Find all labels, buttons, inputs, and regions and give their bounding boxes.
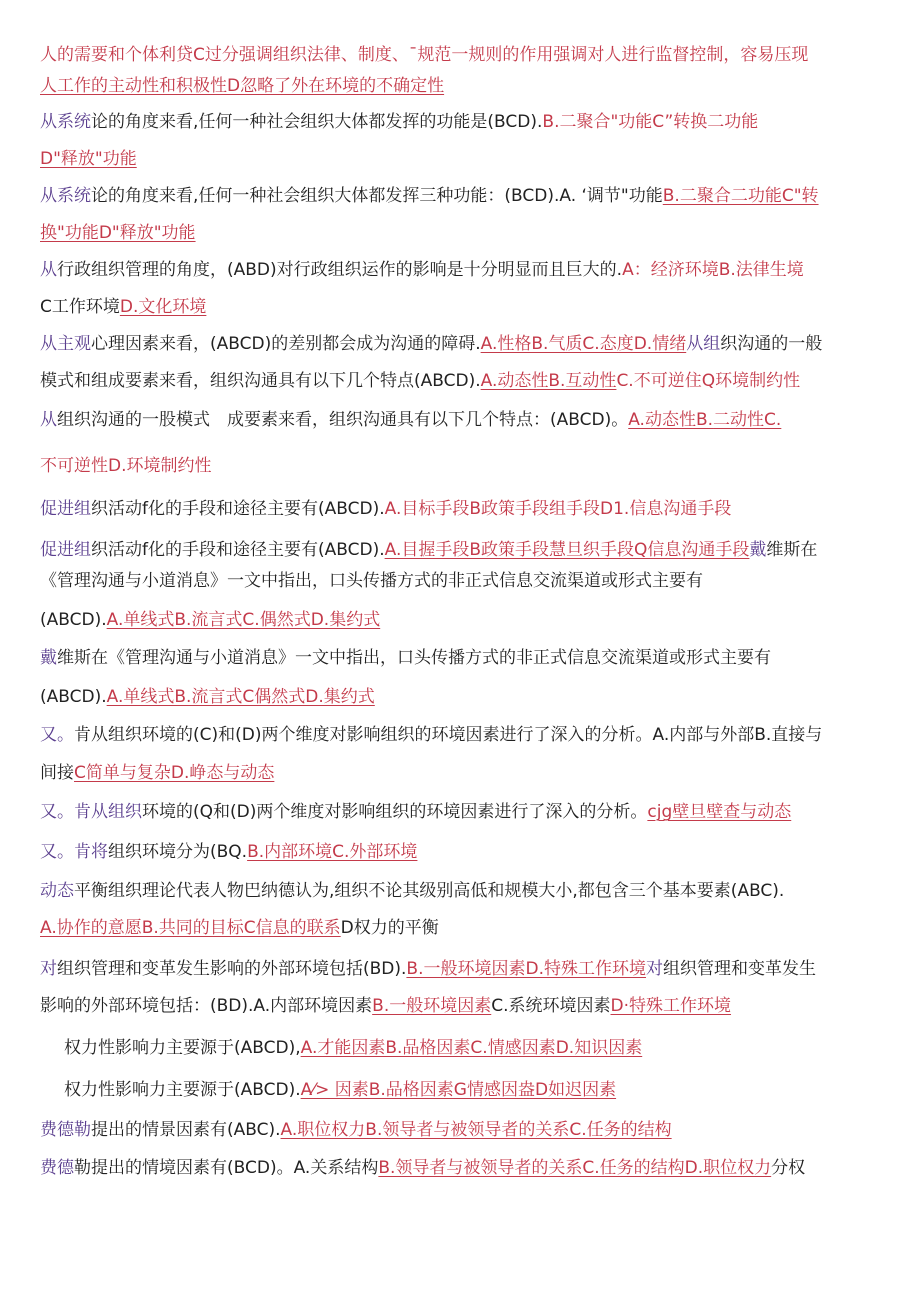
answer-text: B.一般环境因素 (372, 996, 492, 1016)
answer-text: 换"功能D"释放"功能 (40, 223, 196, 243)
question-text: 维斯在《管理沟通与小道消息》一文中指出，口头传播方式的非正式信息交流渠道或形式主要有 (57, 648, 771, 668)
question-text: 论的角度来看,任何一种社会组织大体都发挥的功能是(BCD). (91, 112, 543, 132)
text-line-22 (40, 841, 900, 863)
text-line-23 (40, 880, 900, 902)
answer-text: A.动态性B. (628, 410, 714, 430)
answer-text: A.单线式B.流言式C偶然式D.集约式 (106, 687, 375, 707)
lead-text: 从主观 (40, 334, 91, 354)
lead-text: 从系统 (40, 112, 91, 132)
question-text: 论的角度来看,任何一种社会组织大体都发挥三种功能：(BCD).A. ‘调节"功能 (91, 186, 663, 206)
text-line-30 (40, 1157, 900, 1179)
question-text: 组织沟通的一股模式 成要素来看，组织沟通具有以下几个特点：(ABCD)。 (57, 410, 629, 430)
text-line-5 (40, 185, 900, 207)
text-line-2 (40, 75, 900, 97)
text-line-4 (40, 148, 900, 170)
answer-text: cjg壁旦壁查与动态 (647, 802, 792, 822)
text-line-16 (40, 609, 900, 631)
answer-text: A.目握手段B政策手段慧旦织手段Q信息沟通手段 (384, 540, 750, 560)
lead-text: 从 (40, 260, 57, 280)
question-text: 行政组织管理的角度，(ABD)对行政组织运作的影响是十分明显而且巨大的. (57, 260, 623, 280)
answer-text: A.单线式B.流言式C.偶然式D.集约式 (106, 610, 381, 630)
question-text: 《管理沟通与小道消息》一文中指出，口头传播方式的非正式信息交流渠道或形式主要有 (40, 571, 703, 591)
lead-text: 对 (40, 959, 57, 979)
question-text: 心理因素来看，(ABCD)的差别都会成为沟通的障碍. (91, 334, 481, 354)
answer-text: 人工作的主动性和积极性D忽略了外在环境的不确定性 (40, 76, 445, 96)
question-text: 模式和组成要素来看，组织沟通具有以下几个特点(ABCD). (40, 371, 481, 391)
question-text: 分权 (771, 1158, 806, 1178)
text-line-13 (40, 498, 900, 520)
question-text: 织活动f化的手段和途径主要有(ABCD). (91, 540, 385, 560)
text-line-24 (40, 917, 900, 939)
question-text: 组织管理和变革发生 (662, 959, 816, 979)
answer-text: 人的需要和个体利贷C过分强调组织法律、制度、¯规范一规则的作用强调对人进行监督控制，容易压现 (40, 45, 809, 65)
question-text: 权力性影响力主要源于(ABCD), (64, 1038, 301, 1058)
answer-text: A⁄> 因素B.品格因素G情感因盎D如迟因素 (300, 1080, 617, 1100)
question-text: 提出的情景因素有(ABC). (91, 1120, 281, 1140)
text-line-8 (40, 296, 900, 318)
answer-text: B.内部环境C.外部环境 (247, 842, 418, 862)
question-text: 平衡组织理论代表人物巴纳德认为,组织不论其级别高低和规模大小,都包含三个基本要素(ABC). (74, 881, 785, 901)
question-text: 组织环境分为(BQ. (108, 842, 248, 862)
lead-text: 戴 (749, 540, 767, 560)
text-line-7 (40, 259, 900, 281)
question-text: 权力性影响力主要源于(ABCD). (64, 1080, 301, 1100)
lead-text: 促进组 (40, 540, 91, 560)
answer-text: C.不可逆住Q环境制约性 (616, 371, 801, 391)
answer-text: B.领导者与被领导者的关系C.任务的结构D.职位权力 (378, 1158, 772, 1178)
text-line-18 (40, 686, 900, 708)
lead-text: 对 (645, 959, 663, 979)
question-text: (ABCD). (40, 610, 107, 630)
lead-text: 又。 (40, 725, 74, 745)
question-text: 组织管理和变革发生影响的外部环境包括(BD). (57, 959, 407, 979)
text-line-15 (40, 570, 900, 592)
question-text: D权力的平衡 (340, 918, 439, 938)
text-line-3 (40, 111, 900, 133)
question-text: 织活动f化的手段和途径主要有(ABCD). (91, 499, 385, 519)
lead-text: 从系统 (40, 186, 91, 206)
answer-text: B.二聚合二功能C"转 (662, 186, 819, 206)
answer-text: A：经济环境B.法律生境 (622, 260, 804, 280)
question-text: C.系统环境因素 (491, 996, 611, 1016)
text-line-21 (40, 801, 900, 823)
lead-text: 费德勒 (40, 1120, 91, 1140)
question-text: 勒提出的情境因素有(BCD)。A.关系结构 (74, 1158, 379, 1178)
answer-text: B.一般环境因素D.特殊工作环境 (406, 959, 646, 979)
text-line-17 (40, 647, 900, 669)
text-line-27 (64, 1037, 900, 1059)
text-line-14 (40, 539, 900, 561)
text-line-12 (40, 455, 900, 477)
answer-text: B.二聚合"功能C”转换二功能 (542, 112, 759, 132)
answer-text: A.职位权力B.领导者与被领导者的关系C.任务的结构 (280, 1120, 672, 1140)
question-text: 织沟通的一般 (720, 334, 823, 354)
answer-text: A.动态性B.互动性 (480, 371, 617, 391)
question-text: (ABCD). (40, 687, 107, 707)
answer-text: A.协作的意愿B.共同的目标C信息的联系 (40, 918, 341, 938)
lead-text: 从 (40, 410, 57, 430)
question-text: 影响的外部环境包括：(BD).A.内部环境因素 (40, 996, 373, 1016)
question-text: 肯从组织环境的(C)和(D)两个维度对影响组织的环境因素进行了深入的分析。A.内部与外部B.直接与 (74, 725, 823, 745)
question-text: 维斯在 (766, 540, 818, 560)
answer-text: 不可逆性D.环境制约性 (40, 456, 212, 476)
text-line-25 (40, 958, 900, 980)
answer-text: A.才能因素B.品格因素C.情感因素D.知识因素 (300, 1038, 643, 1058)
answer-text: D.文化环境 (119, 297, 207, 317)
question-text: C工作环境 (40, 297, 120, 317)
answer-text: A.性格B.气质C.态度D.情绪 (480, 334, 687, 354)
question-text: 环境的(Q和(D)两个维度对影响组织的环境因素进行了深入的分析。 (142, 802, 648, 822)
answer-text: D·特殊工作环境 (610, 996, 732, 1016)
answer-text: D"释放"功能 (40, 149, 137, 169)
lead-text: 动态 (40, 881, 74, 901)
text-line-11 (40, 409, 900, 431)
lead-text: 费德 (40, 1158, 74, 1178)
text-line-6 (40, 222, 900, 244)
text-line-1 (40, 44, 900, 66)
answer-text: A.目标手段B政策手段组手段D1.信息沟通手段 (384, 499, 732, 519)
lead-text: 戴 (40, 648, 57, 668)
lead-text: 促进组 (40, 499, 91, 519)
answer-text: C简单与复杂D.峥态与动态 (74, 763, 275, 783)
answer-text: 二动性C. (713, 410, 782, 430)
text-line-29 (40, 1119, 900, 1141)
text-line-26 (40, 995, 900, 1017)
text-line-20 (40, 762, 900, 784)
lead-text: 又。肯从组织 (40, 802, 142, 822)
question-text: 间接 (40, 763, 74, 783)
lead-text: 又。肯将 (40, 842, 108, 862)
lead-text: 从组 (686, 334, 721, 354)
text-line-9 (40, 333, 900, 355)
text-line-28 (64, 1079, 900, 1101)
text-line-19 (40, 724, 900, 746)
text-line-10 (40, 370, 900, 392)
